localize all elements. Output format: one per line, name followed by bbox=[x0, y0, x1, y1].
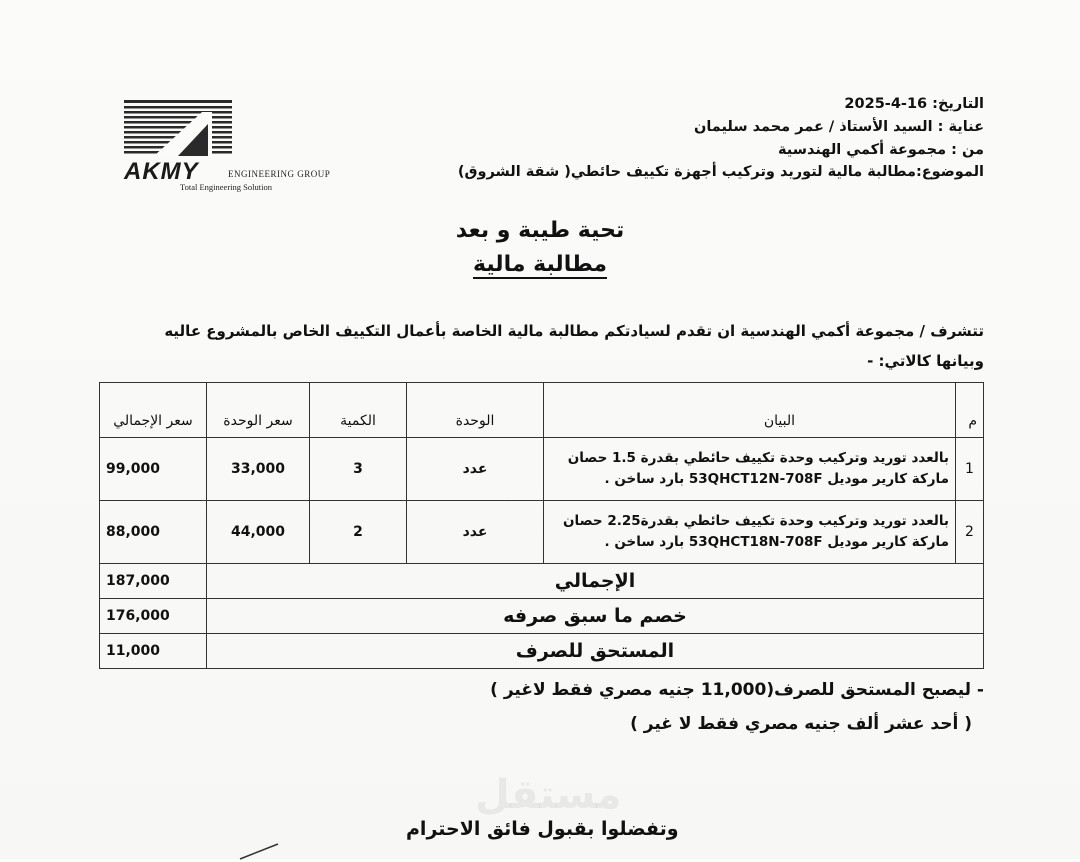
summary-row-total bbox=[100, 564, 984, 599]
summary-value-due: 11,000 bbox=[100, 634, 207, 669]
watermark: مستقل bbox=[475, 772, 622, 818]
summary-value-total: 187,000 bbox=[100, 564, 207, 599]
closing-line: وتفضلوا بقبول فائق الاحترام bbox=[406, 818, 679, 840]
company-logo bbox=[124, 98, 344, 193]
header-description: البيان bbox=[544, 383, 956, 438]
header-total-price: سعر الإجمالي bbox=[100, 383, 207, 438]
row-unit: عدد bbox=[407, 501, 544, 564]
intro-line-1: تتشرف / مجموعة أكمي الهندسية ان تقدم لسيادتكم مطالبة مالية الخاصة بأعمال التكييف الخاص بالمشروع عاليه bbox=[164, 322, 984, 340]
summary-value-discount: 176,000 bbox=[100, 599, 207, 634]
header-m: م bbox=[956, 383, 984, 438]
summary-row-due bbox=[100, 634, 984, 669]
attention-line: عناية : السيد الأستاذ / عمر محمد سليمان bbox=[693, 119, 984, 135]
row-description-line-2: ماركة كارير موديل 53QHCT18N-708F بارد ساخن . bbox=[604, 534, 949, 550]
signature-stroke-icon bbox=[238, 842, 298, 862]
row-description bbox=[544, 501, 956, 564]
summary-label-discount: خصم ما سبق صرفه bbox=[207, 599, 984, 634]
header-quantity: الكمية bbox=[310, 383, 407, 438]
doc-title: مطالبة مالية bbox=[472, 252, 608, 277]
logo-stripes-icon bbox=[124, 98, 234, 160]
date-line: التاريخ: 16-4-2025 bbox=[844, 96, 984, 112]
amount-in-words: ( أحد عشر ألف جنيه مصري فقط لا غير ) bbox=[630, 714, 972, 734]
row-description-line-1: بالعدد توريد وتركيب وحدة تكييف حائطي بقدرة 1.5 حصان bbox=[567, 450, 949, 466]
from-line: من : مجموعة أكمي الهندسية bbox=[777, 142, 984, 158]
summary-label-total: الإجمالي bbox=[207, 564, 984, 599]
claim-table bbox=[99, 382, 984, 669]
logo-tagline: Total Engineering Solution bbox=[180, 182, 272, 192]
row-description-line-2: ماركة كارير موديل 53QHCT12N-708F بارد ساخن . bbox=[604, 471, 949, 487]
row-total: 88,000 bbox=[100, 501, 207, 564]
doc-title-wrap bbox=[0, 252, 1080, 277]
logo-brand: AKMY bbox=[124, 158, 199, 185]
row-description-line-1: بالعدد توريد وتركيب وحدة تكييف حائطي بقدرة2.25 حصان bbox=[563, 513, 949, 529]
table-row bbox=[100, 438, 984, 501]
row-description bbox=[544, 438, 956, 501]
row-number: 1 bbox=[956, 438, 984, 501]
table-row bbox=[100, 501, 984, 564]
table-header-row bbox=[100, 383, 984, 438]
row-quantity: 3 bbox=[310, 438, 407, 501]
row-total: 99,000 bbox=[100, 438, 207, 501]
subject-line: الموضوع:مطالبة مالية لتوريد وتركيب أجهزة تكييف حائطي( شقة الشروق) bbox=[457, 164, 984, 180]
greeting: تحية طيبة و بعد bbox=[455, 218, 625, 243]
header-unit: الوحدة bbox=[407, 383, 544, 438]
row-unit: عدد bbox=[407, 438, 544, 501]
row-quantity: 2 bbox=[310, 501, 407, 564]
summary-row-discount bbox=[100, 599, 984, 634]
logo-engineering: ENGINEERING GROUP bbox=[228, 169, 331, 179]
row-number: 2 bbox=[956, 501, 984, 564]
intro-line-2: وبيانها كالاتي: - bbox=[867, 352, 984, 370]
header-unit-price: سعر الوحدة bbox=[207, 383, 310, 438]
row-unit-price: 33,000 bbox=[207, 438, 310, 501]
summary-label-due: المستحق للصرف bbox=[207, 634, 984, 669]
row-unit-price: 44,000 bbox=[207, 501, 310, 564]
amount-note: - ليصبح المستحق للصرف(11,000 جنيه مصري فقط لاغير ) bbox=[490, 680, 984, 700]
